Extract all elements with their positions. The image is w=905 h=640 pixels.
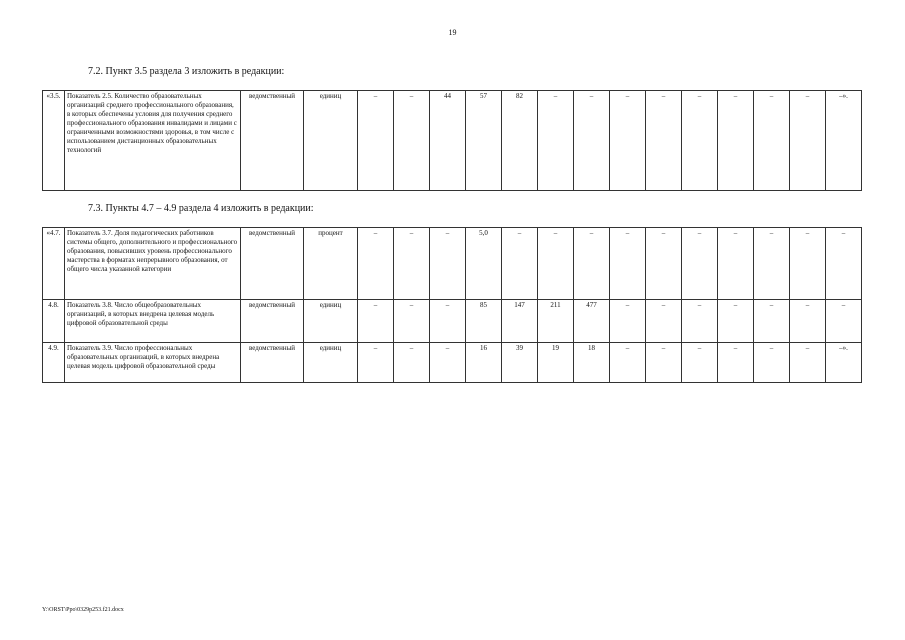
value-cell: – — [754, 300, 790, 343]
page-number: 19 — [448, 28, 457, 37]
unit-cell: единиц — [304, 343, 358, 383]
indicator-description-cell: Показатель 3.7. Доля педагогических работников системы общего, дополнительного и профессионального образования, повысивших уровень профессионального мастерства в форматах непрерывного образования, от общего числа указанной категории — [65, 228, 241, 300]
value-cell: – — [430, 300, 466, 343]
indicator-type-cell: ведомственный — [241, 228, 304, 300]
value-cell: – — [790, 343, 826, 383]
row-number-cell: «3.5. — [43, 91, 65, 191]
value-cell: – — [718, 343, 754, 383]
file-path-footer: Y:\ORST\Ppo\0329p253.f21.docx — [42, 607, 124, 613]
value-cell: – — [394, 343, 430, 383]
table-row — [43, 91, 862, 191]
indicator-description-cell: Показатель 3.8. Число общеобразовательных организаций, в которых внедрена целевая модель цифровой образовательной среды — [65, 300, 241, 343]
value-cell: – — [394, 91, 430, 191]
value-cell: – — [394, 228, 430, 300]
value-cell: – — [790, 300, 826, 343]
value-cell: 5,0 — [466, 228, 502, 300]
section-heading-7-2: 7.2. Пункт 3.5 раздела 3 изложить в редакции: — [88, 66, 285, 77]
value-cell: – — [718, 300, 754, 343]
value-cell: – — [790, 228, 826, 300]
unit-cell: единиц — [304, 300, 358, 343]
table-row — [43, 228, 862, 300]
value-cell: – — [358, 91, 394, 191]
indicator-description-cell: Показатель 3.9. Число профессиональных образовательных организаций, в которых внедрена целевая модель цифровой образовательной среды — [65, 343, 241, 383]
value-cell: –». — [826, 343, 862, 383]
value-cell: 39 — [502, 343, 538, 383]
value-cell: 19 — [538, 343, 574, 383]
value-cell: 85 — [466, 300, 502, 343]
value-cell: 477 — [574, 300, 610, 343]
value-cell: – — [610, 91, 646, 191]
section-heading-7-3: 7.3. Пункты 4.7 – 4.9 раздела 4 изложить в редакции: — [88, 203, 314, 214]
value-cell: – — [430, 343, 466, 383]
indicator-description-cell: Показатель 2.5. Количество образовательных организаций среднего профессионального образования, в которых обеспечены условия для получения среднего профессионального образования инвалидами и лицами с ограниченными возможностями здоровья, в том числе с использованием дистанционных образовательных технологий — [65, 91, 241, 191]
value-cell: – — [358, 343, 394, 383]
value-cell: – — [502, 228, 538, 300]
value-cell: – — [574, 91, 610, 191]
value-cell: – — [682, 91, 718, 191]
value-cell: – — [538, 228, 574, 300]
value-cell: 147 — [502, 300, 538, 343]
value-cell: – — [430, 228, 466, 300]
value-cell: – — [754, 228, 790, 300]
value-cell: – — [538, 91, 574, 191]
value-cell: 57 — [466, 91, 502, 191]
value-cell: – — [394, 300, 430, 343]
value-cell: – — [646, 343, 682, 383]
value-cell: – — [754, 343, 790, 383]
table-row — [43, 300, 862, 343]
table-row — [43, 343, 862, 383]
value-cell: 16 — [466, 343, 502, 383]
value-cell: – — [718, 228, 754, 300]
value-cell: –». — [826, 91, 862, 191]
value-cell: – — [682, 343, 718, 383]
value-cell: – — [790, 91, 826, 191]
value-cell: – — [610, 300, 646, 343]
value-cell: – — [718, 91, 754, 191]
unit-cell: единиц — [304, 91, 358, 191]
value-cell: – — [826, 228, 862, 300]
indicator-type-cell: ведомственный — [241, 91, 304, 191]
value-cell: – — [826, 300, 862, 343]
value-cell: – — [358, 300, 394, 343]
value-cell: – — [646, 228, 682, 300]
unit-cell: процент — [304, 228, 358, 300]
value-cell: 82 — [502, 91, 538, 191]
indicator-table-section-4 — [42, 227, 862, 383]
value-cell: 18 — [574, 343, 610, 383]
value-cell: – — [610, 228, 646, 300]
value-cell: – — [754, 91, 790, 191]
indicator-type-cell: ведомственный — [241, 343, 304, 383]
value-cell: – — [358, 228, 394, 300]
row-number-cell: 4.9. — [43, 343, 65, 383]
indicator-type-cell: ведомственный — [241, 300, 304, 343]
value-cell: – — [610, 343, 646, 383]
row-number-cell: 4.8. — [43, 300, 65, 343]
value-cell: 211 — [538, 300, 574, 343]
indicator-table-section-3 — [42, 90, 862, 191]
value-cell: – — [574, 228, 610, 300]
value-cell: – — [646, 91, 682, 191]
value-cell: – — [646, 300, 682, 343]
row-number-cell: «4.7. — [43, 228, 65, 300]
value-cell: 44 — [430, 91, 466, 191]
value-cell: – — [682, 300, 718, 343]
value-cell: – — [682, 228, 718, 300]
